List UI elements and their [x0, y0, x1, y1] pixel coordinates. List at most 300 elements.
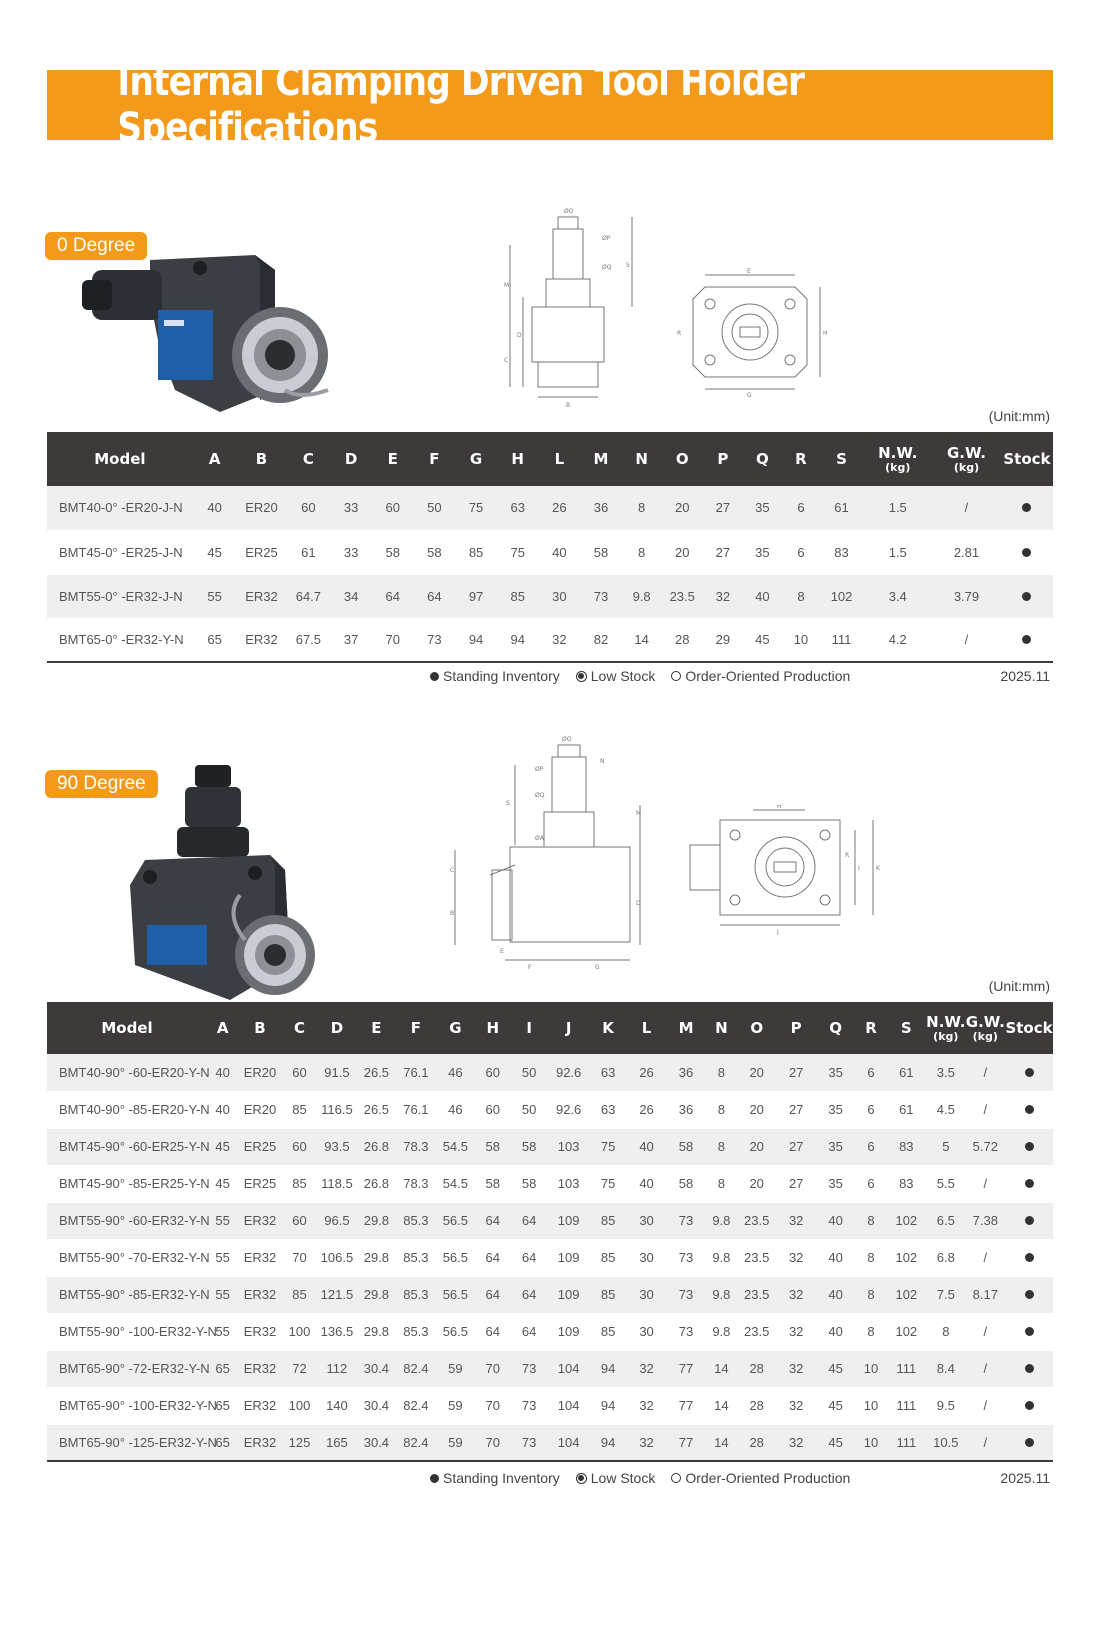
svg-text:G: G: [595, 964, 600, 971]
value-cell: 83: [887, 1128, 926, 1165]
value-cell: 67.5: [287, 618, 331, 662]
value-cell: 10: [855, 1350, 886, 1387]
value-cell: 30: [539, 574, 581, 618]
value-cell: 77: [666, 1350, 705, 1387]
value-cell: 64: [414, 574, 456, 618]
svg-text:D: D: [517, 332, 522, 339]
value-cell: 8: [926, 1313, 965, 1350]
value-cell: ER20: [237, 486, 287, 530]
value-cell: 1.5: [863, 530, 932, 574]
value-cell: 94: [455, 618, 497, 662]
value-cell: 73: [666, 1313, 705, 1350]
value-cell: 27: [776, 1091, 815, 1128]
value-cell: 32: [703, 574, 743, 618]
value-cell: 73: [510, 1387, 547, 1424]
value-cell: 32: [627, 1424, 666, 1461]
value-cell: 76.1: [396, 1091, 435, 1128]
value-cell: 56.5: [436, 1276, 475, 1313]
value-cell: 26: [539, 486, 581, 530]
svg-text:ØQ: ØQ: [535, 792, 545, 799]
spec-table-90-degree: [47, 1002, 1053, 1462]
value-cell: 85: [589, 1202, 626, 1239]
value-cell: 45: [743, 618, 783, 662]
value-cell: 118.5: [317, 1165, 356, 1202]
svg-text:ØO: ØO: [564, 208, 574, 215]
value-cell: 55: [207, 1239, 238, 1276]
value-cell: 75: [589, 1128, 626, 1165]
table-row: [47, 1387, 1053, 1424]
value-cell: 83: [887, 1165, 926, 1202]
stock-cell: [1005, 1165, 1053, 1202]
svg-text:S: S: [626, 262, 630, 269]
stock-cell: [1001, 530, 1053, 574]
value-cell: 35: [816, 1091, 855, 1128]
value-cell: 1.5: [863, 486, 932, 530]
value-cell: 32: [539, 618, 581, 662]
legend-low: Low Stock: [576, 1470, 656, 1486]
value-cell: 29.8: [357, 1313, 396, 1350]
value-cell: 29.8: [357, 1202, 396, 1239]
header-stock: Stock: [1005, 1002, 1053, 1054]
table-row: [47, 1276, 1053, 1313]
value-cell: 92.6: [548, 1054, 590, 1091]
value-cell: 85.3: [396, 1276, 435, 1313]
value-cell: 36: [666, 1091, 705, 1128]
header-g: G: [436, 1002, 475, 1054]
value-cell: 45: [207, 1128, 238, 1165]
value-cell: 4.2: [863, 618, 932, 662]
value-cell: 27: [776, 1128, 815, 1165]
model-cell: BMT45-90° -60-ER25-Y-N: [47, 1128, 207, 1165]
value-cell: /: [966, 1239, 1005, 1276]
header-l: L: [539, 432, 581, 486]
table-row: [47, 1202, 1053, 1239]
value-cell: 32: [776, 1387, 815, 1424]
value-cell: 85.3: [396, 1202, 435, 1239]
value-cell: 64: [475, 1276, 510, 1313]
table-row: [47, 1350, 1053, 1387]
value-cell: /: [966, 1313, 1005, 1350]
stock-cell: [1005, 1128, 1053, 1165]
value-cell: 30: [627, 1276, 666, 1313]
header-stock: Stock: [1001, 432, 1053, 486]
value-cell: 54.5: [436, 1165, 475, 1202]
header-c: C: [287, 432, 331, 486]
value-cell: 85: [455, 530, 497, 574]
value-cell: 64: [510, 1202, 547, 1239]
value-cell: 30: [627, 1239, 666, 1276]
model-cell: BMT65-90° -72-ER32-Y-N: [47, 1350, 207, 1387]
value-cell: 73: [580, 574, 622, 618]
header-b: B: [238, 1002, 282, 1054]
value-cell: 112: [317, 1350, 356, 1387]
value-cell: 125: [282, 1424, 317, 1461]
value-cell: 6.8: [926, 1239, 965, 1276]
value-cell: 36: [666, 1054, 705, 1091]
value-cell: 58: [666, 1165, 705, 1202]
svg-text:C: C: [504, 357, 509, 364]
stock-cell: [1005, 1054, 1053, 1091]
stock-cell: [1001, 618, 1053, 662]
header-f: F: [396, 1002, 435, 1054]
value-cell: 55: [207, 1276, 238, 1313]
value-cell: 35: [816, 1128, 855, 1165]
header-n: N: [706, 1002, 737, 1054]
value-cell: 8: [855, 1239, 886, 1276]
value-cell: 96.5: [317, 1202, 356, 1239]
value-cell: 35: [816, 1165, 855, 1202]
value-cell: 83: [820, 530, 864, 574]
drawing-side-90-degree: [440, 735, 650, 980]
filled-dot-icon: [430, 1474, 439, 1483]
header-l: L: [627, 1002, 666, 1054]
value-cell: 14: [706, 1424, 737, 1461]
value-cell: 20: [737, 1091, 776, 1128]
value-cell: 111: [887, 1350, 926, 1387]
value-cell: 78.3: [396, 1165, 435, 1202]
value-cell: 70: [475, 1350, 510, 1387]
header-b: B: [237, 432, 287, 486]
table-row: [47, 1165, 1053, 1202]
header-d: D: [330, 432, 372, 486]
svg-text:M: M: [636, 810, 642, 817]
value-cell: 102: [887, 1202, 926, 1239]
value-cell: 64: [510, 1276, 547, 1313]
value-cell: 85: [282, 1276, 317, 1313]
value-cell: 2.81: [932, 530, 1001, 574]
value-cell: /: [966, 1424, 1005, 1461]
value-cell: 116.5: [317, 1091, 356, 1128]
value-cell: 32: [627, 1350, 666, 1387]
value-cell: ER20: [238, 1054, 282, 1091]
product-photo-0-degree: [80, 240, 340, 420]
stock-dot-icon: [1022, 592, 1031, 601]
value-cell: 93.5: [317, 1128, 356, 1165]
value-cell: 106.5: [317, 1239, 356, 1276]
section-badge: 0 Degree: [45, 232, 147, 260]
ring-dot-icon: [576, 1473, 587, 1484]
value-cell: 82: [580, 618, 622, 662]
value-cell: 60: [475, 1091, 510, 1128]
svg-text:I: I: [858, 865, 860, 872]
value-cell: 109: [548, 1276, 590, 1313]
value-cell: 32: [627, 1387, 666, 1424]
stock-cell: [1005, 1424, 1053, 1461]
value-cell: 10: [855, 1387, 886, 1424]
value-cell: 70: [475, 1424, 510, 1461]
stock-cell: [1005, 1202, 1053, 1239]
unit-label: (Unit:mm): [988, 978, 1050, 994]
legend-low: Low Stock: [576, 668, 656, 684]
value-cell: 26.8: [357, 1165, 396, 1202]
header-f: F: [414, 432, 456, 486]
value-cell: 63: [589, 1054, 626, 1091]
value-cell: 97: [455, 574, 497, 618]
value-cell: 140: [317, 1387, 356, 1424]
value-cell: 85: [589, 1239, 626, 1276]
value-cell: 72: [282, 1350, 317, 1387]
header-s: S: [820, 432, 864, 486]
value-cell: 35: [743, 486, 783, 530]
value-cell: 46: [436, 1091, 475, 1128]
value-cell: 6: [855, 1091, 886, 1128]
value-cell: 30.4: [357, 1350, 396, 1387]
value-cell: 60: [282, 1128, 317, 1165]
svg-text:G: G: [747, 392, 752, 397]
header-r: R: [855, 1002, 886, 1054]
value-cell: 30.4: [357, 1387, 396, 1424]
value-cell: 9.8: [622, 574, 662, 618]
svg-text:R: R: [845, 852, 850, 859]
value-cell: 50: [510, 1091, 547, 1128]
value-cell: 32: [776, 1202, 815, 1239]
table-row: [47, 1091, 1053, 1128]
value-cell: 30: [627, 1313, 666, 1350]
value-cell: 6: [855, 1165, 886, 1202]
value-cell: 73: [414, 618, 456, 662]
header-o: O: [661, 432, 703, 486]
value-cell: /: [966, 1387, 1005, 1424]
header-o: O: [737, 1002, 776, 1054]
value-cell: 28: [661, 618, 703, 662]
value-cell: 85.3: [396, 1239, 435, 1276]
drawing-front-90-degree: [675, 805, 890, 935]
value-cell: 23.5: [737, 1202, 776, 1239]
stock-cell: [1001, 486, 1053, 530]
value-cell: 102: [820, 574, 864, 618]
legend-standing: Standing Inventory: [430, 1470, 560, 1486]
value-cell: /: [966, 1091, 1005, 1128]
value-cell: 85.3: [396, 1313, 435, 1350]
value-cell: 6: [855, 1128, 886, 1165]
value-cell: 70: [282, 1239, 317, 1276]
value-cell: 29.8: [357, 1239, 396, 1276]
value-cell: 7.38: [966, 1202, 1005, 1239]
value-cell: 121.5: [317, 1276, 356, 1313]
value-cell: 58: [372, 530, 414, 574]
value-cell: 73: [666, 1239, 705, 1276]
stock-cell: [1005, 1313, 1053, 1350]
value-cell: 60: [282, 1054, 317, 1091]
value-cell: 56.5: [436, 1239, 475, 1276]
model-cell: BMT55-0° -ER32-J-N: [47, 574, 193, 618]
value-cell: 61: [887, 1091, 926, 1128]
value-cell: 64: [475, 1313, 510, 1350]
value-cell: 40: [539, 530, 581, 574]
model-cell: BMT55-90° -60-ER32-Y-N: [47, 1202, 207, 1239]
section-badge: 90 Degree: [45, 770, 158, 798]
svg-text:E: E: [747, 268, 751, 275]
value-cell: 8: [706, 1128, 737, 1165]
svg-text:F: F: [528, 964, 532, 971]
value-cell: 14: [706, 1350, 737, 1387]
value-cell: 23.5: [737, 1313, 776, 1350]
value-cell: 54.5: [436, 1128, 475, 1165]
value-cell: 75: [497, 530, 539, 574]
value-cell: 20: [737, 1128, 776, 1165]
value-cell: 8: [622, 530, 662, 574]
stock-cell: [1005, 1276, 1053, 1313]
value-cell: 40: [207, 1054, 238, 1091]
value-cell: 64: [475, 1239, 510, 1276]
value-cell: 34: [330, 574, 372, 618]
value-cell: 40: [816, 1276, 855, 1313]
value-cell: 40: [816, 1313, 855, 1350]
value-cell: 28: [737, 1424, 776, 1461]
stock-dot-icon: [1025, 1327, 1034, 1336]
value-cell: 8: [706, 1091, 737, 1128]
value-cell: 23.5: [661, 574, 703, 618]
value-cell: 94: [589, 1350, 626, 1387]
value-cell: 36: [580, 486, 622, 530]
value-cell: 6: [782, 486, 819, 530]
value-cell: 85: [589, 1313, 626, 1350]
value-cell: 136.5: [317, 1313, 356, 1350]
stock-legend: [430, 668, 850, 684]
value-cell: ER32: [238, 1202, 282, 1239]
value-cell: ER32: [238, 1239, 282, 1276]
value-cell: 56.5: [436, 1202, 475, 1239]
value-cell: 5.72: [966, 1128, 1005, 1165]
value-cell: 59: [436, 1424, 475, 1461]
value-cell: 104: [548, 1424, 590, 1461]
value-cell: 109: [548, 1239, 590, 1276]
model-cell: BMT45-0° -ER25-J-N: [47, 530, 193, 574]
value-cell: 33: [330, 486, 372, 530]
value-cell: 26: [627, 1054, 666, 1091]
value-cell: 3.4: [863, 574, 932, 618]
svg-text:ØQ: ØQ: [602, 264, 612, 271]
legend-order: Order-Oriented Production: [671, 1470, 850, 1486]
value-cell: 9.8: [706, 1276, 737, 1313]
svg-text:ØP: ØP: [535, 766, 544, 773]
value-cell: 100: [282, 1387, 317, 1424]
value-cell: 40: [816, 1239, 855, 1276]
header-model: Model: [47, 1002, 207, 1054]
value-cell: 8: [855, 1276, 886, 1313]
value-cell: 3.79: [932, 574, 1001, 618]
value-cell: 65: [207, 1387, 238, 1424]
value-cell: 50: [510, 1054, 547, 1091]
header-d: D: [317, 1002, 356, 1054]
value-cell: 85: [282, 1091, 317, 1128]
value-cell: 32: [776, 1239, 815, 1276]
header-c: C: [282, 1002, 317, 1054]
header-q: Q: [743, 432, 783, 486]
value-cell: 6: [855, 1054, 886, 1091]
header-nw: N.W. (kg): [863, 432, 932, 486]
value-cell: ER32: [238, 1387, 282, 1424]
value-cell: 64: [510, 1239, 547, 1276]
value-cell: 20: [737, 1165, 776, 1202]
value-cell: 7.5: [926, 1276, 965, 1313]
value-cell: 32: [776, 1350, 815, 1387]
value-cell: 30.4: [357, 1424, 396, 1461]
value-cell: 75: [589, 1165, 626, 1202]
value-cell: 70: [475, 1387, 510, 1424]
value-cell: 6.5: [926, 1202, 965, 1239]
value-cell: 58: [510, 1128, 547, 1165]
value-cell: 45: [816, 1424, 855, 1461]
value-cell: 40: [627, 1165, 666, 1202]
header-p: P: [776, 1002, 815, 1054]
value-cell: 82.4: [396, 1387, 435, 1424]
value-cell: 77: [666, 1424, 705, 1461]
header-model: Model: [47, 432, 193, 486]
model-cell: BMT45-90° -85-ER25-Y-N: [47, 1165, 207, 1202]
model-cell: BMT65-90° -100-ER32-Y-N: [47, 1387, 207, 1424]
value-cell: 40: [207, 1091, 238, 1128]
value-cell: 30: [627, 1202, 666, 1239]
header-h: H: [497, 432, 539, 486]
value-cell: 64: [372, 574, 414, 618]
value-cell: 45: [193, 530, 237, 574]
value-cell: 45: [816, 1387, 855, 1424]
value-cell: 94: [589, 1424, 626, 1461]
value-cell: 6: [782, 530, 819, 574]
value-cell: 77: [666, 1387, 705, 1424]
value-cell: 50: [414, 486, 456, 530]
value-cell: 109: [548, 1313, 590, 1350]
header-i: I: [510, 1002, 547, 1054]
value-cell: 165: [317, 1424, 356, 1461]
svg-text:B: B: [450, 910, 455, 917]
value-cell: 45: [207, 1165, 238, 1202]
table-row: [47, 1313, 1053, 1350]
value-cell: 60: [372, 486, 414, 530]
value-cell: 65: [207, 1350, 238, 1387]
value-cell: 27: [776, 1054, 815, 1091]
table-row: [47, 530, 1053, 574]
svg-text:N: N: [600, 758, 605, 765]
value-cell: 85: [282, 1165, 317, 1202]
filled-dot-icon: [430, 672, 439, 681]
model-cell: BMT40-0° -ER20-J-N: [47, 486, 193, 530]
header-n: N: [622, 432, 662, 486]
value-cell: 20: [737, 1054, 776, 1091]
table-row: [47, 618, 1053, 662]
header-a: A: [193, 432, 237, 486]
value-cell: ER20: [238, 1091, 282, 1128]
value-cell: 8: [855, 1202, 886, 1239]
value-cell: 20: [661, 530, 703, 574]
value-cell: 104: [548, 1387, 590, 1424]
value-cell: 56.5: [436, 1313, 475, 1350]
value-cell: 9.8: [706, 1239, 737, 1276]
value-cell: 14: [706, 1387, 737, 1424]
value-cell: 78.3: [396, 1128, 435, 1165]
header-g: G: [455, 432, 497, 486]
value-cell: 111: [887, 1387, 926, 1424]
value-cell: 58: [510, 1165, 547, 1202]
model-cell: BMT65-90° -125-ER32-Y-N: [47, 1424, 207, 1461]
svg-text:H: H: [823, 330, 828, 337]
value-cell: 8: [706, 1054, 737, 1091]
table-row: [47, 1054, 1053, 1091]
svg-text:C: C: [450, 867, 455, 874]
stock-dot-icon: [1025, 1216, 1034, 1225]
svg-text:E: E: [500, 948, 504, 955]
value-cell: ER32: [238, 1350, 282, 1387]
header-m: M: [666, 1002, 705, 1054]
value-cell: 58: [666, 1128, 705, 1165]
value-cell: 26.5: [357, 1054, 396, 1091]
model-cell: BMT55-90° -70-ER32-Y-N: [47, 1239, 207, 1276]
value-cell: 61: [820, 486, 864, 530]
value-cell: 23.5: [737, 1276, 776, 1313]
svg-text:D: D: [636, 900, 641, 907]
value-cell: /: [966, 1054, 1005, 1091]
